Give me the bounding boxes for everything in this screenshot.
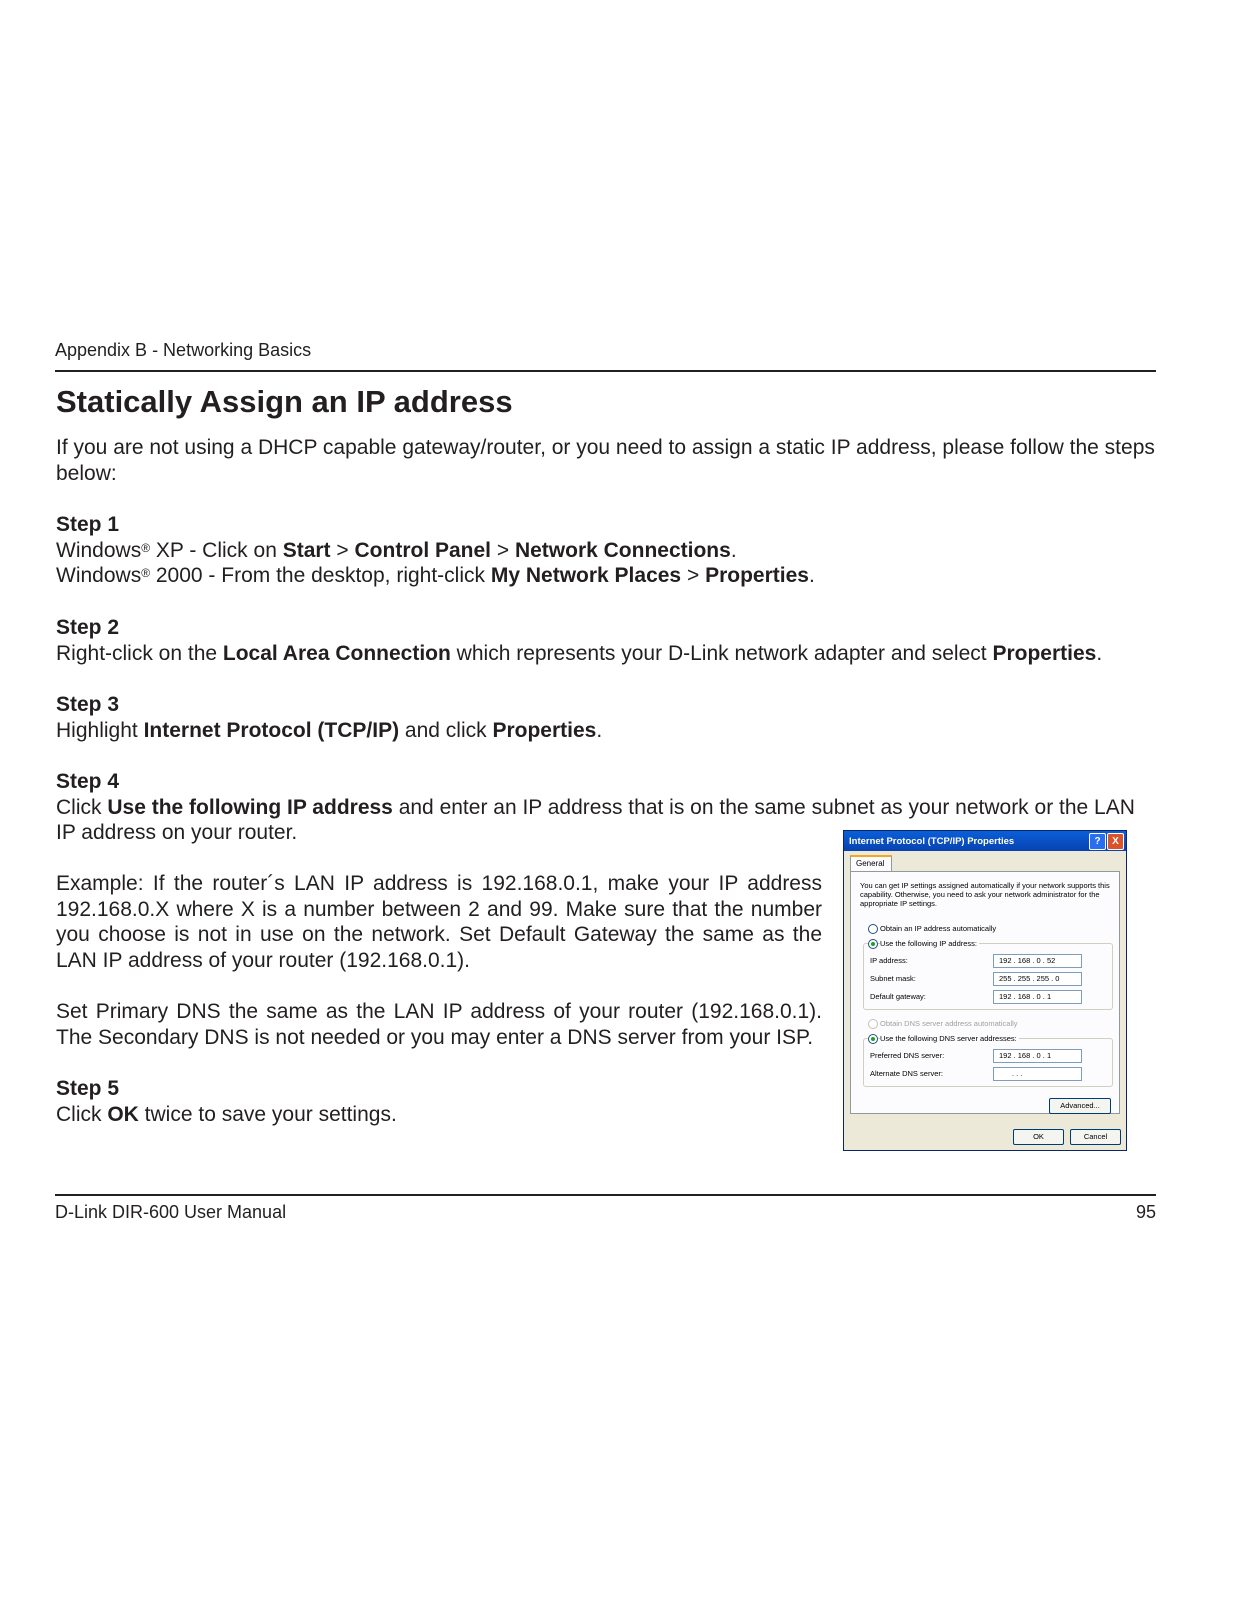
section-label: Appendix B - Networking Basics — [55, 340, 312, 360]
header-rule — [55, 370, 1156, 372]
radio-use-dns[interactable] — [868, 1034, 878, 1044]
step-5-text: Click OK twice to save your settings. — [56, 1102, 397, 1126]
intro-paragraph: If you are not using a DHCP capable gateway/router, or you need to assign a static IP address, please follow the steps below: — [56, 436, 1155, 485]
advanced-button[interactable]: Advanced... — [1049, 1098, 1111, 1114]
step-5 — [56, 1076, 822, 1127]
radio-use-dns-label: Use the following DNS server addresses: — [880, 1034, 1017, 1043]
step-4-heading: Step 4 — [56, 770, 120, 793]
radio-obtain-ip-auto-label: Obtain an IP address automatically — [880, 924, 997, 933]
step-1-line-1: Windows® XP - Click on Start > Control Panel > Network Connections. — [56, 538, 737, 562]
general-panel — [850, 871, 1120, 1114]
step-1-heading: Step 1 — [56, 513, 120, 536]
default-gateway-label: Default gateway: — [870, 992, 926, 1001]
radio-obtain-dns-auto[interactable] — [868, 1019, 878, 1029]
cancel-button[interactable]: Cancel — [1070, 1129, 1121, 1145]
preferred-dns-input[interactable]: 192 . 168 . 0 . 1 — [993, 1049, 1082, 1063]
ip-address-label: IP address: — [870, 956, 908, 965]
close-button[interactable]: X — [1107, 833, 1124, 850]
page-title: Statically Assign an IP address — [56, 384, 513, 419]
step-1 — [56, 512, 1157, 589]
step-4-dns: Set Primary DNS the same as the LAN IP address of your router (192.168.0.1). The Secondary DNS is not needed or you may enter a DNS server from your ISP. — [56, 1000, 822, 1049]
tab-general[interactable]: General — [850, 855, 892, 873]
step-4-example: Example: If the router´s LAN IP address is 192.168.0.1, make your IP address 192.168.0.X where X is a number between 2 and 99. Make sure that the number you choose is not in use on the network. Set Default Gateway the same as the LAN IP address of your router (192.168.0.1). — [56, 872, 822, 972]
dialog-description: You can get IP settings assigned automatically if your network supports this capability. Otherwise, you need to ask your network administrator for the appropriate IP settings. — [860, 881, 1110, 908]
subnet-mask-label: Subnet mask: — [870, 974, 916, 983]
radio-obtain-dns-auto-label: Obtain DNS server address automatically — [880, 1019, 1018, 1028]
footer-rule — [55, 1194, 1156, 1196]
step-3-heading: Step 3 — [56, 693, 120, 716]
dialog-titlebar — [844, 831, 1126, 851]
ip-address-input[interactable]: 192 . 168 . 0 . 52 — [993, 954, 1082, 968]
radio-obtain-ip-auto[interactable] — [868, 924, 878, 934]
preferred-dns-label: Preferred DNS server: — [870, 1051, 945, 1060]
step-5-heading: Step 5 — [56, 1077, 120, 1100]
help-button[interactable]: ? — [1089, 833, 1106, 850]
step-2 — [56, 615, 1157, 666]
ok-button[interactable]: OK — [1013, 1129, 1064, 1145]
step-3-text: Highlight Internet Protocol (TCP/IP) and click Properties. — [56, 718, 603, 742]
radio-use-ip[interactable] — [868, 939, 878, 949]
radio-use-ip-label: Use the following IP address: — [880, 939, 977, 948]
dialog-title: Internet Protocol (TCP/IP) Properties — [849, 836, 1015, 847]
default-gateway-input[interactable]: 192 . 168 . 0 . 1 — [993, 990, 1082, 1004]
alternate-dns-label: Alternate DNS server: — [870, 1069, 943, 1078]
step-4-text: Click Use the following IP address and enter an IP address that is on the same subnet as your network or the LAN IP address on your router. — [56, 795, 1135, 845]
step-2-heading: Step 2 — [56, 616, 120, 639]
step-1-line-2: Windows® 2000 - From the desktop, right-click My Network Places > Properties. — [56, 564, 815, 588]
footer-manual-title: D-Link DIR-600 User Manual — [55, 1202, 287, 1222]
tcpip-properties-dialog — [843, 830, 1127, 1151]
page-number: 95 — [1135, 1202, 1156, 1222]
step-2-text: Right-click on the Local Area Connection which represents your D-Link network adapter and select Properties. — [56, 641, 1103, 665]
alternate-dns-input[interactable]: . . . — [993, 1067, 1082, 1081]
step-3 — [56, 692, 1157, 743]
subnet-mask-input[interactable]: 255 . 255 . 255 . 0 — [993, 972, 1082, 986]
